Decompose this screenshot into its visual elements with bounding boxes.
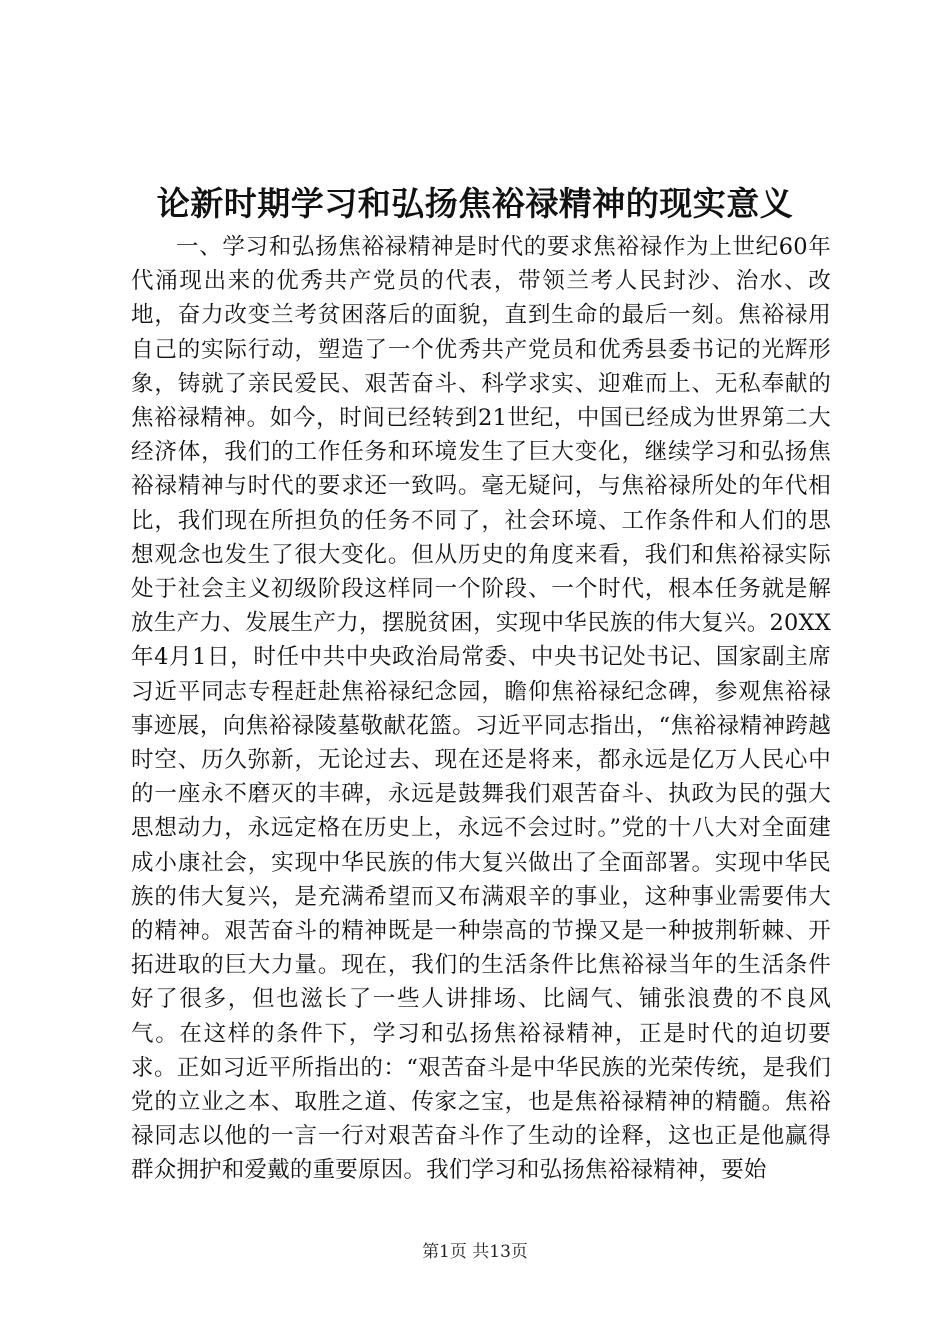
- document-body-paragraph: 一、学习和弘扬焦裕禄精神是时代的要求焦裕禄作为上世纪60年代涌现出来的优秀共产党员的代表，带领兰考人民封沙、治水、改地，奋力改变兰考贫困落后的面貌，直到生命的最后一刻。焦裕禄用自己的实际行动，塑造了一个优秀共产党员和优秀县委书记的光辉形象，铸就了亲民爱民、艰苦奋斗、科学求实、迎难而上、无私奉献的焦裕禄精神。如今，时间已经转到21世纪，中国已经成为世界第二大经济体，我们的工作任务和环境发生了巨大变化，继续学习和弘扬焦裕禄精神与时代的要求还一致吗。毫无疑问，与焦裕禄所处的年代相比，我们现在所担负的任务不同了，社会环境、工作条件和人们的思想观念也发生了很大变化。但从历史的角度来看，我们和焦裕禄实际处于社会主义初级阶段这样同一个阶段、一个时代，根本任务就是解放生产力、发展生产力，摆脱贫困，实现中华民族的伟大复兴。20XX年4月1日，时任中共中央政治局常委、中央书记处书记、国家副主席习近平同志专程赶赴焦裕禄纪念园，瞻仰焦裕禄纪念碑，参观焦裕禄事迹展，向焦裕禄陵墓敬献花篮。习近平同志指出，“焦裕禄精神跨越时空、历久弥新，无论过去、现在还是将来，都永远是亿万人民心中的一座永不磨灭的丰碑，永远是鼓舞我们艰苦奋斗、执政为民的强大思想动力，永远定格在历史上，永远不会过时。”党的十八大对全面建成小康社会，实现中华民族的伟大复兴做出了全面部署。实现中华民族的伟大复兴，是充满希望而又布满艰辛的事业，这种事业需要伟大的精神。艰苦奋斗的精神既是一种崇高的节操又是一种披荆斩棘、开拓进取的巨大力量。现在，我们的生活条件比焦裕禄当年的生活条件好了很多，但也滋长了一些人讲排场、比阔气、铺张浪费的不良风气。在这样的条件下，学习和弘扬焦裕禄精神，正是时代的迫切要求。正如习近平所指出的：“艰苦奋斗是中华民族的光荣传统，是我们党的立业之本、取胜之道、传家之宝，也是焦裕禄精神的精髓。焦裕禄同志以他的一言一行对艰苦奋斗作了生动的诠释，这也正是他赢得群众拥护和爱戴的重要原因。我们学习和弘扬焦裕禄精神，要始: [131, 234, 831, 1184]
- document-title: 论新时期学习和弘扬焦裕禄精神的现实意义: [156, 184, 794, 223]
- page-number-footer: 第1页 共13页: [422, 1242, 528, 1262]
